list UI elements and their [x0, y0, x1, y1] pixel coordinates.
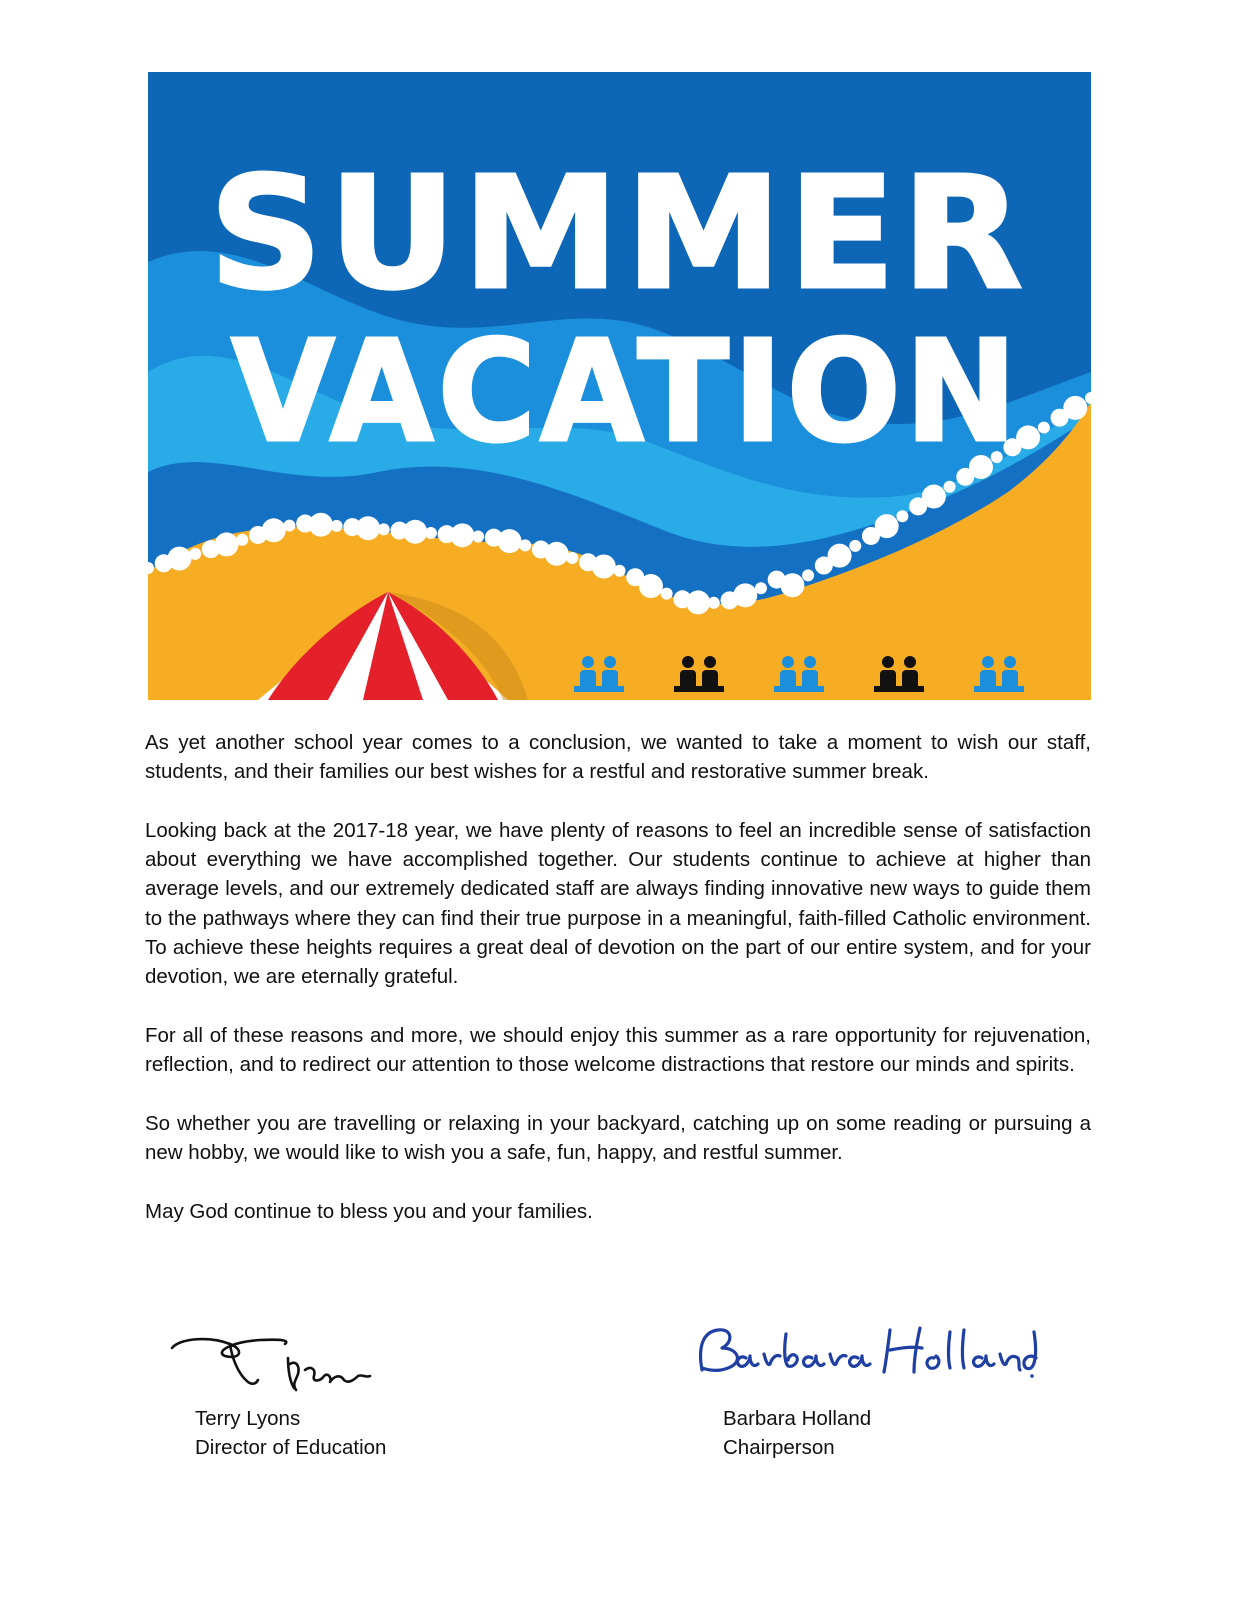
foam-bubble: [378, 523, 390, 535]
foam-bubble: [566, 552, 578, 564]
foam-bubble: [519, 539, 531, 551]
foam-bubble: [331, 520, 343, 532]
foam-bubble: [849, 540, 861, 552]
foam-bubble: [875, 514, 899, 538]
signatory-title: Director of Education: [195, 1436, 387, 1459]
summer-vacation-banner: [148, 72, 1091, 700]
foam-bubble: [283, 520, 295, 532]
banner-illustration: [148, 72, 1091, 700]
foam-bubble: [425, 527, 437, 539]
foam-bubble: [167, 547, 191, 571]
paragraph-reflection: Looking back at the 2017-18 year, we have plenty of reasons to feel an incredible sense of satisfaction about everything we have accomplished together. Our students continue to achieve at higher than average levels, and our extremely dedicated staff are always finding innovative new ways to guide them to the pathways where they can find their true purpose in a meaningful, faith-filled Catholic environment. To achieve these heights requires a great deal of devotion on the part of our entire system, and for your devotion, we are eternally grateful.: [145, 818, 1091, 989]
signature-terry-lyons: [170, 1330, 380, 1392]
foam-bubble: [403, 520, 427, 544]
foam-bubble: [802, 569, 814, 581]
foam-bubble: [236, 534, 248, 546]
paragraph-intro: As yet another school year comes to a conclusion, we wanted to take a moment to wish our staff, students, and their families our best wishes for a restful and restorative summer break.: [145, 731, 1091, 784]
signatory-name: Barbara Holland: [723, 1407, 872, 1430]
foam-bubble: [755, 582, 767, 594]
foam-bubble: [545, 542, 569, 566]
foam-bubble: [262, 518, 286, 542]
foam-bubble: [450, 523, 474, 547]
signatory-title: Chairperson: [723, 1436, 835, 1459]
foam-bubble: [189, 548, 201, 560]
paragraph-wishes: So whether you are travelling or relaxing in your backyard, catching up on some reading or pursuing a new hobby, we would like to wish you a safe, fun, happy, and restful summer.: [145, 1111, 1091, 1165]
foam-bubble: [708, 597, 720, 609]
foam-bubble: [215, 532, 239, 556]
foam-bubble: [497, 529, 521, 553]
foam-bubble: [592, 554, 616, 578]
foam-bubble: [944, 481, 956, 493]
foam-bubble: [1063, 396, 1087, 420]
foam-bubble: [309, 513, 333, 537]
paragraph-blessing: May God continue to bless you and your families.: [145, 1199, 593, 1223]
foam-bubble: [356, 516, 380, 540]
foam-bubble: [896, 510, 908, 522]
foam-bubble: [1038, 422, 1050, 434]
banner-title-line2: VACATION: [231, 311, 1021, 474]
foam-bubble: [686, 590, 710, 614]
foam-bubble: [472, 531, 484, 543]
letter-body: [145, 728, 1091, 1255]
paragraph-opportunity: For all of these reasons and more, we should enjoy this summer as a rare opportunity for rejuvenation, reflection, and to redirect our attention to those welcome distractions that restore our minds and spirits.: [145, 1023, 1091, 1077]
foam-bubble: [661, 588, 673, 600]
signatory-name: Terry Lyons: [195, 1407, 301, 1430]
foam-bubble: [639, 574, 663, 598]
foam-bubble: [922, 485, 946, 509]
foam-bubble: [780, 573, 804, 597]
foam-bubble: [828, 544, 852, 568]
signatory-terry-lyons: [195, 1404, 386, 1462]
signature-barbara-holland: [688, 1318, 1038, 1388]
banner-title-line1: SUMMER: [209, 143, 1029, 324]
signatory-barbara-holland: [723, 1404, 871, 1462]
foam-bubble: [733, 583, 757, 607]
foam-bubble: [614, 565, 626, 577]
